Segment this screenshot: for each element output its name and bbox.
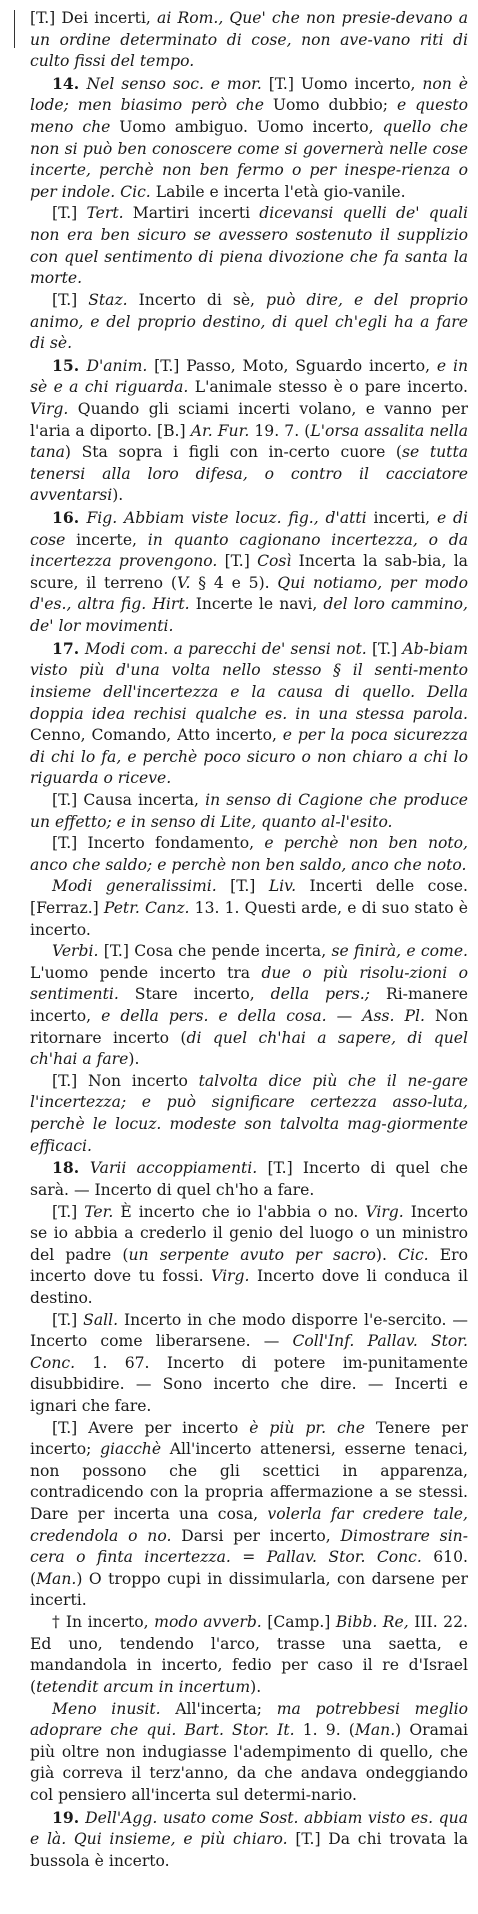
text-run: Fig. Abbiam viste locuz. fig., d'atti (86, 509, 374, 528)
paragraph (30, 1071, 468, 1157)
text-run: in senso di Cagione che produce un effetto; e in senso di Lite, quanto al-l'esito. (30, 790, 469, 831)
section-number: 15. (52, 355, 87, 375)
text-run: Ass. Pl. (362, 1007, 435, 1026)
text-run: [T.] Passo, Moto, Sguardo incerto, (154, 356, 437, 375)
section-number: 17. (52, 638, 85, 658)
paragraph (30, 1202, 468, 1310)
text-run: È incerto che io l'abbia o no. (120, 1202, 366, 1221)
section-number: 19. (52, 1807, 86, 1827)
section-number: 16. (52, 508, 87, 528)
text-run: e questo meno che (30, 96, 468, 137)
text-run: [T.] (52, 1202, 85, 1221)
text-run: ) Oramai più oltre non indugiasse l'adempimento di quello, che già correva il terz'anno, da che andava ondeggiando col pensiero all'incerta sul determi-nario. (30, 1721, 468, 1804)
text-run: ). (128, 1050, 140, 1069)
text-run: [Ferraz.] (30, 898, 104, 917)
text-run: [T.] Cosa che pende incerta, (103, 942, 332, 961)
text-run: Cenno, Comando, Atto incerto, (30, 726, 283, 745)
text-run: — (336, 1007, 363, 1026)
text-run: Dell'Agg. usato come Sost. abbiam visto es. qua e là. Qui insieme, e più chiaro. (30, 1808, 468, 1849)
paragraph (30, 355, 468, 507)
margin-rule (14, 10, 15, 48)
text-run: [T.] (371, 639, 403, 658)
text-run: [T.] Incerto fondamento, (52, 834, 265, 853)
text-run: [T.] Da chi trovata la bussola è incerto. (30, 1830, 469, 1870)
text-run: Sall. (83, 1310, 124, 1329)
text-run: Incerto di sè, (138, 290, 266, 309)
text-run: Liv. (268, 877, 310, 896)
text-run: e di cose (30, 509, 468, 549)
text-run: 13. 1. Questi arde, e di suo stato è incerto. (30, 898, 468, 939)
text-run: Verbi. (52, 942, 104, 961)
text-run: giacchè (100, 1440, 170, 1459)
text-run: 19. 7. ( (254, 421, 311, 440)
text-run: [T.] Non incerto (52, 1071, 199, 1090)
text-run: dicevansi quelli de' quali non era ben sicuro se avessero sostenuto il supplizio con quel sentimento di piena divozione che fa santa la morte. (30, 204, 468, 288)
text-run: Qui notiamo, per modo d'es., altra fig. Hirt. (30, 573, 468, 614)
text-run: V. (176, 573, 199, 592)
text-run: 1. 9. ( (302, 1721, 355, 1740)
text-run: Petr. Canz. (103, 898, 195, 917)
text-run: e in sè e a chi riguarda. (30, 356, 468, 397)
text-run: L'orsa assalita nella tana (30, 421, 468, 462)
paragraph (30, 1612, 468, 1698)
text-run: Stare incerto, (134, 985, 271, 1004)
text-run: Ab-biam visto più d'una volta nello stesso § il senti-mento insieme dell'incertezza e la causa di quello. Della doppia idea rechisi qualche es. in una stessa parola. (30, 639, 468, 723)
text-run: Coll'Inf. Pallav. Stor. Conc. (30, 1332, 468, 1372)
paragraph (30, 1807, 468, 1873)
text-run: [T.] (52, 1310, 84, 1329)
text-run: Pallav. Stor. Conc. (266, 1548, 434, 1567)
text-run: 610. ( (30, 1548, 468, 1588)
text-run: All'incerto attenersi, esserne tenaci, non possono che gli scettici in apparenza, contradicendo con la propria affermazione a se stessi. Dare per incerta una cosa, (30, 1440, 468, 1524)
text-run: D'anim. (86, 356, 155, 375)
text-run: della pers.; (270, 985, 386, 1004)
text-run: tetendit arcum in incertum (36, 1677, 251, 1696)
paragraph (30, 1310, 468, 1418)
paragraph (30, 833, 468, 876)
text-run: Uomo dubbio; (272, 96, 397, 115)
text-run: e perchè non ben noto, anco che saldo; e perchè non ben saldo, anco che noto. (30, 834, 468, 874)
text-run: = (242, 1548, 267, 1567)
paragraph (30, 638, 468, 790)
text-run: ) O troppo cupi in dissimularla, con darsene per incerti. (30, 1569, 468, 1610)
text-run: III. 22. Ed uno, tendendo l'arco, trasse una saetta, e mandandola in incerto, fedio per caso il re d'Israel ( (30, 1613, 468, 1696)
text-run: All'incerta; (175, 1699, 277, 1718)
text-run: ). (250, 1677, 262, 1696)
text-run: talvolta dice più che il ne-gare l'incertezza; e può significare certezza asso-luta, perchè le locuz. modeste son talvolta mag-giormente efficaci. (30, 1071, 468, 1155)
text-run: Labile e incerta l'età gio-vanile. (155, 182, 406, 201)
text-run: [T.] (224, 552, 258, 571)
text-run: 1. 67. Incerto di potere im-punitamente disubbidire. — Sono incerto che dire. — Incerti e ignari che fare. (30, 1353, 469, 1415)
text-run: [T.] Uomo incerto, (268, 74, 423, 93)
text-run: Darsi per incerto, (181, 1526, 341, 1545)
text-run: due o più risolu-zioni o sentimenti. (30, 963, 468, 1004)
text-run: § 4 e 5). (198, 573, 278, 592)
text-run: quello che non si può ben conoscere come si governerà nelle cose incerte, perchè non ben fermo o per inespe-rienza o per indole. Cic. (30, 118, 468, 201)
text-run: incerti, (373, 509, 437, 528)
text-run: Incerta la sab-bia, la scure, il terreno ( (30, 552, 468, 592)
paragraph (30, 941, 468, 1071)
entry-text (30, 8, 468, 1872)
text-run: [T.] Incerto di quel che sarà. — Incerto di quel ch'ho a fare. (30, 1159, 468, 1199)
text-run: di quel ch'hai a sapere, di quel ch'hai a fare (30, 1028, 469, 1069)
text-run: Tenere per incerto; (30, 1418, 468, 1459)
text-run: [T.] Dei incerti, (30, 9, 158, 27)
text-run: Incerto in che modo disporre l'e-sercito. — Incerto come liberarsene. — (30, 1310, 468, 1351)
text-run: può dire, e del proprio animo, e del proprio destino, di quel ch'egli ha a fare di sè. (30, 290, 468, 353)
text-run: Virg. (365, 1202, 411, 1221)
paragraph (30, 73, 468, 204)
text-run: incerte, (76, 530, 148, 549)
text-run: del loro cammino, de' lor movimenti. (30, 595, 469, 636)
section-number: 18. (52, 1158, 90, 1178)
text-run: Man. (354, 1721, 396, 1740)
text-run: Ero incerto dove tu fossi. (30, 1245, 468, 1286)
paragraph (30, 8, 468, 73)
text-run: Così (257, 552, 299, 571)
text-run: ma potrebbesi meglio adoprare che qui. Bart. Stor. It. (30, 1699, 469, 1740)
text-run: [Camp.] (267, 1613, 336, 1632)
paragraph (30, 1157, 468, 1201)
text-run: in quanto cagionano incertezza, o da incertezza provengono. (30, 530, 469, 571)
paragraph (30, 876, 468, 941)
text-run: Ri-manere incerto, (30, 985, 468, 1026)
text-run: [T.] Avere per incerto (52, 1418, 250, 1437)
text-run: Dimostrare sin-cera o finta incertezza. (30, 1526, 468, 1567)
text-run: Incerte le navi, (195, 595, 324, 614)
text-run: Ar. Fur. (190, 421, 255, 440)
text-run: ). (112, 486, 124, 505)
text-run: Non ritornare incerto ( (30, 1007, 469, 1047)
text-run: † In incerto, (52, 1613, 155, 1632)
text-run: Virg. (30, 399, 78, 418)
text-run: [T.] (230, 877, 269, 896)
text-run: Modi generalissimi. (52, 877, 231, 896)
text-run: Incerti delle cose. (309, 877, 468, 896)
text-run: Martiri incerti (132, 204, 260, 223)
text-run: volerla far credere tale, credendola o no. (30, 1505, 468, 1545)
text-run: Man. (36, 1569, 77, 1588)
text-run: un serpente avuto per sacro (128, 1245, 376, 1264)
text-run: Modi com. a parecchi de' sensi not. (84, 639, 372, 658)
text-run: e della pers. e della cosa. (101, 1007, 337, 1026)
text-run: Virg. (211, 1267, 257, 1286)
text-run: Nel senso soc. e mor. (86, 74, 269, 93)
text-run: Incerto dove li conduca il destino. (30, 1267, 468, 1307)
paragraph (30, 203, 468, 289)
text-run: modo avverb. (154, 1613, 268, 1632)
section-number: 14. (52, 73, 87, 93)
text-run: se finirà, e come. (331, 942, 468, 961)
text-run: Meno inusit. (52, 1699, 176, 1718)
text-run: ). (375, 1245, 399, 1264)
text-run: è più pr. che (249, 1418, 376, 1437)
text-run: [T.] Causa incerta, (52, 790, 206, 809)
text-run: Uomo ambiguo. Uomo incerto, (119, 118, 383, 137)
text-run: Incerto se io abbia a crederlo il genio del luogo o un ministro del padre ( (30, 1202, 469, 1264)
paragraph (30, 507, 468, 638)
text-run: [T.] (52, 204, 87, 223)
text-run: Cic. (398, 1245, 440, 1264)
text-run: ai Rom., Que' che non presie-devano a un ordine determinato di cose, non ave-vano riti di culto fissi del tempo. (30, 9, 468, 71)
text-run: [T.] (52, 290, 89, 309)
paragraph (30, 1699, 468, 1807)
text-run: Quando gli sciami incerti volano, e vanno per l'aria a diporto. [B.] (30, 399, 468, 440)
text-run: Varii accoppiamenti. (89, 1159, 268, 1178)
text-run: ) Sta sopra i figli con in-certo cuore ( (64, 443, 403, 462)
text-run: Bibb. Re, (335, 1613, 415, 1632)
text-run: non è lode; men biasimo però che (30, 74, 468, 115)
paragraph (30, 790, 468, 833)
text-run: Staz. (88, 290, 139, 309)
text-run: L'uomo pende incerto tra (30, 963, 262, 982)
text-run: se tutta tenersi alla loro difesa, o contro il cacciatore avventarsi (30, 443, 469, 505)
paragraph (30, 290, 468, 355)
text-run: L'animale stesso è o pare incerto. (194, 378, 468, 397)
text-run: Ter. (84, 1202, 121, 1221)
text-run: e per la poca sicurezza di chi lo fa, e perchè poco sicuro o non chiaro a chi lo riguarda o riceve. (30, 726, 468, 788)
paragraph (30, 1418, 468, 1612)
text-run: Tert. (86, 204, 133, 223)
